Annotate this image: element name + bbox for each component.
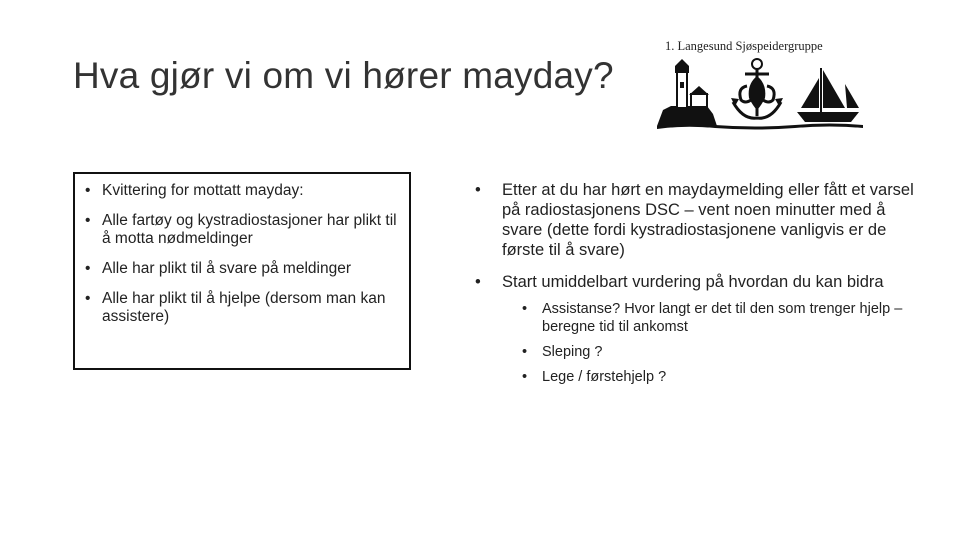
sub-list-item-text: Sleping ?	[542, 344, 603, 360]
list-item	[85, 182, 405, 200]
list-item	[475, 180, 925, 260]
right-bullet-list	[475, 180, 925, 386]
list-item	[85, 260, 405, 278]
left-info-box	[73, 172, 411, 370]
bullet-icon: •	[475, 273, 481, 291]
list-item	[85, 212, 405, 248]
list-item-text: Etter at du har hørt en maydaymelding eller fått et varsel på radiostasjonens DSC – vent noen minutter med å svare (dette fordi kystradiostasjonene vanligvis er de første til å svare)	[502, 181, 914, 259]
right-content	[475, 180, 925, 398]
sub-list-item-text: Lege / førstehjelp ?	[542, 369, 667, 385]
list-item-text: Alle har plikt til å svare på meldinger	[102, 260, 351, 277]
bullet-icon: •	[85, 182, 91, 199]
bullet-icon: •	[522, 344, 528, 360]
list-item	[475, 272, 925, 386]
sub-list-item	[522, 368, 925, 386]
logo-text: 1. Langesund Sjøspeidergruppe	[665, 39, 823, 53]
bullet-icon: •	[475, 181, 481, 199]
sub-list-item-text: Assistanse? Hvor langt er det til den som trenger hjelp – beregne tid til ankomst	[542, 301, 903, 335]
bullet-icon: •	[522, 369, 528, 385]
list-item-text: Kvittering for mottatt mayday:	[102, 182, 304, 199]
bullet-icon: •	[85, 260, 91, 277]
bullet-icon: •	[522, 301, 528, 317]
scout-group-logo	[655, 36, 865, 136]
list-item-text: Alle fartøy og kystradiostasjoner har plikt til å motta nødmeldinger	[102, 212, 397, 247]
list-item	[85, 290, 405, 326]
left-bullet-list	[85, 182, 405, 338]
bullet-icon: •	[85, 212, 91, 229]
bullet-icon: •	[85, 290, 91, 307]
logo-emblem-icon	[655, 54, 865, 134]
sub-bullet-list	[522, 300, 925, 386]
list-item-text: Start umiddelbart vurdering på hvordan du kan bidra	[502, 273, 884, 291]
sub-list-item	[522, 300, 925, 336]
sub-list-item	[522, 343, 925, 361]
list-item-text: Alle har plikt til å hjelpe (dersom man kan assistere)	[102, 290, 386, 325]
slide-title: Hva gjør vi om vi hører mayday?	[73, 55, 614, 96]
